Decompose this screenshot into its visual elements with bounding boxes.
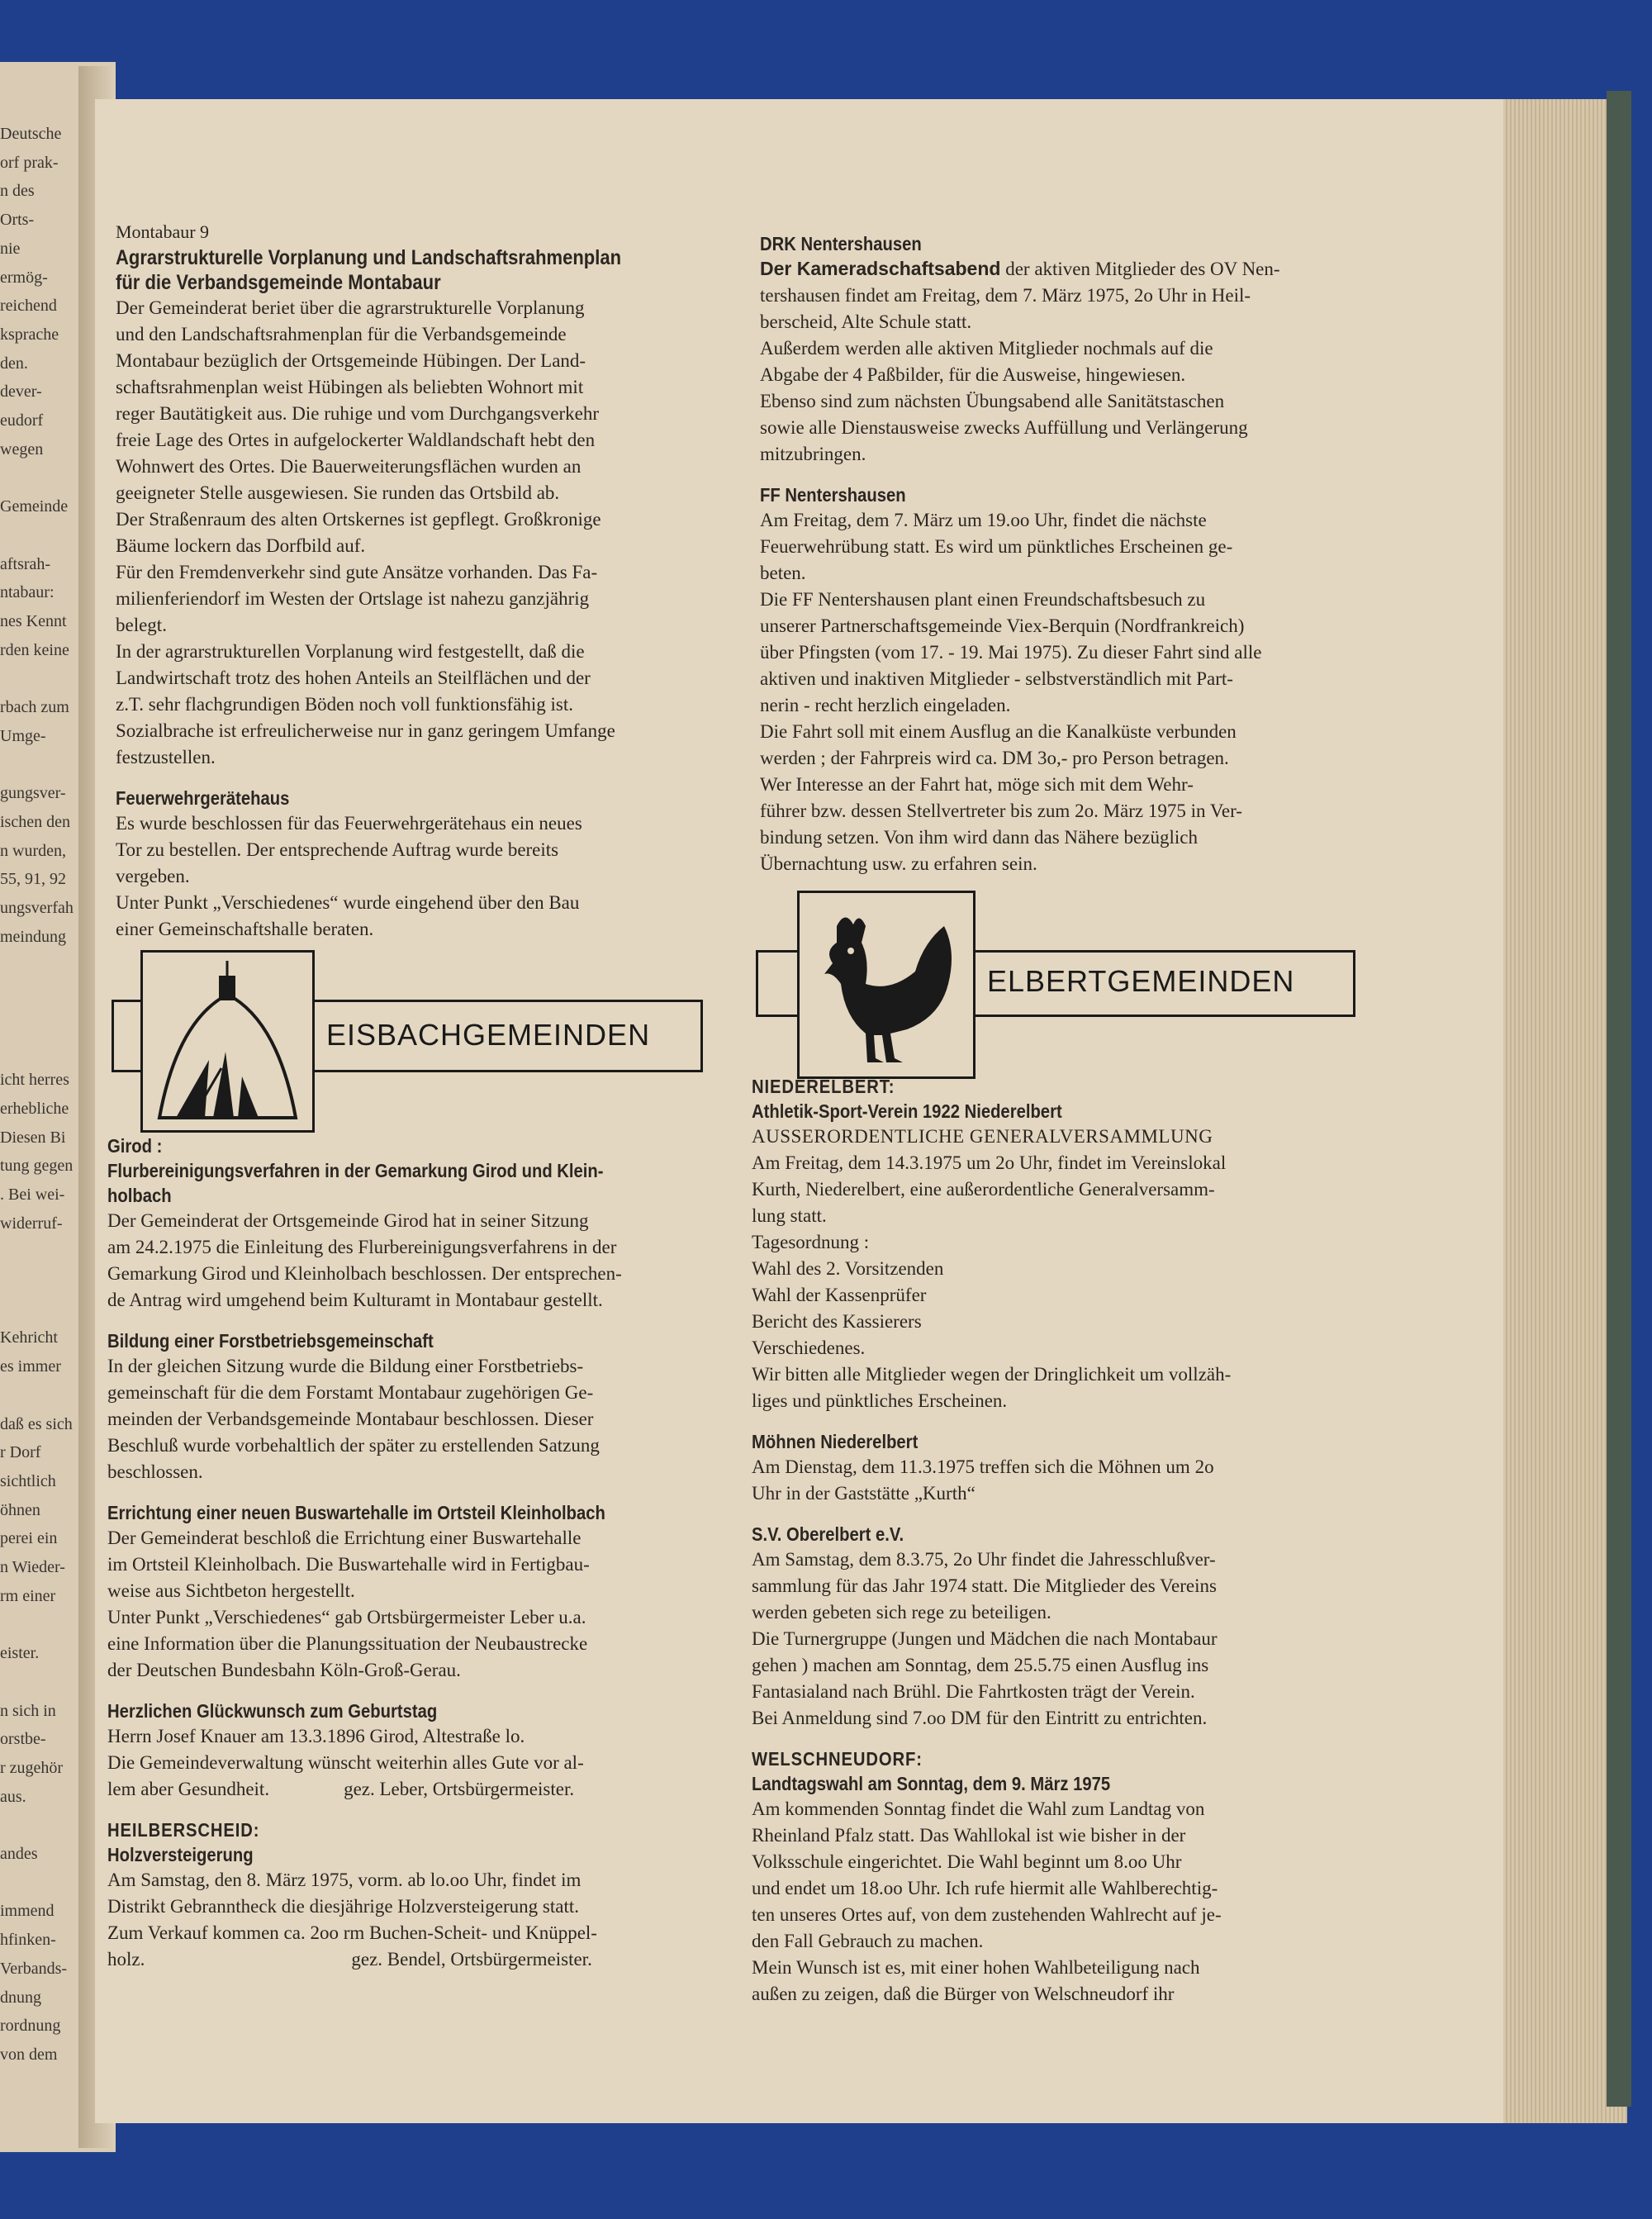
- text-line: sammlung für das Jahr 1974 statt. Die Mitglieder des Vereins: [752, 1575, 1217, 1596]
- text-line: Uhr in der Gaststätte „Kurth“: [752, 1483, 976, 1504]
- text-line: Der Gemeinderat der Ortsgemeinde Girod hat in seiner Sitzung: [107, 1210, 589, 1231]
- left-page-fragment: n sich in: [0, 1701, 56, 1720]
- text-line: de Antrag wird umgehend beim Kulturamt in Montabaur gestellt.: [107, 1290, 603, 1310]
- section-body-ff: [760, 507, 1388, 877]
- text-line: schaftsrahmenplan weist Hübingen als beliebten Wohnort mit: [116, 377, 584, 397]
- text-line: Mein Wunsch ist es, mit einer hohen Wahlbeteiligung nach: [752, 1957, 1200, 1978]
- text-line: einer Gemeinschaftshalle beraten.: [116, 919, 374, 939]
- text-line: werden ; der Fahrpreis wird ca. DM 3o,- pro Person betragen.: [760, 748, 1229, 768]
- text-line: In der agrarstrukturellen Vorplanung wird festgestellt, daß die: [116, 641, 585, 662]
- text-line: Wahl des 2. Vorsitzenden: [752, 1258, 944, 1279]
- left-page-fragment: hfinken-: [0, 1931, 56, 1950]
- left-page-fragment: orstbe-: [0, 1730, 46, 1749]
- left-page-fragment: wegen: [0, 440, 44, 459]
- text-line: Am Freitag, dem 14.3.1975 um 2o Uhr, findet im Vereinslokal: [752, 1152, 1227, 1173]
- title-line: holbach: [107, 1185, 172, 1206]
- text-line: Es wurde beschlossen für das Feuerwehrgerätehaus ein neues: [116, 813, 582, 834]
- place-welschneudorf: WELSCHNEUDORF:: [752, 1748, 923, 1770]
- text-line: am 24.2.1975 die Einleitung des Flurbereinigungsverfahrens in der: [107, 1237, 617, 1257]
- signature-line: [107, 1946, 752, 1973]
- text-line: Unter Punkt „Verschiedenes“ gab Ortsbürgermeister Leber u.a.: [107, 1607, 586, 1627]
- left-page-fragment: Diesen Bi: [0, 1128, 66, 1147]
- section-body-feuerwehr: [116, 810, 743, 943]
- text-line: reger Bautätigkeit aus. Die ruhige und vom Durchgangsverkehr: [116, 403, 600, 424]
- left-page-fragment: Deutsche: [0, 125, 62, 143]
- left-page-fragment: ungsverfah: [0, 898, 74, 917]
- section-body-forst: [107, 1353, 752, 1485]
- left-page-fragment: gungsver-: [0, 784, 66, 803]
- drk-first: der aktiven Mitglieder des OV Nen-: [1000, 259, 1280, 279]
- left-page-fragment: ksprache: [0, 325, 59, 344]
- text-line: führer bzw. dessen Stellvertreter bis zum 2o. März 1975 in Ver-: [760, 801, 1242, 821]
- left-page-fragment: reichend: [0, 297, 57, 316]
- left-page-fragment: Kehricht: [0, 1328, 58, 1347]
- text-line: Feuerwehrübung statt. Es wird um pünktliches Erscheinen ge-: [760, 536, 1233, 557]
- text-line: belegt.: [116, 615, 167, 635]
- section-title-holz: Holzversteigerung: [107, 1844, 254, 1865]
- left-page-fragment: rordnung: [0, 2017, 61, 2036]
- text-last: lem aber Gesundheit.: [107, 1779, 270, 1799]
- left-page-fragment: dnung: [0, 1988, 41, 2007]
- text-line: Sozialbrache ist erfreulicherweise nur in ganz geringem Umfange: [116, 720, 615, 741]
- text-line: Die FF Nentershausen plant einen Freundschaftsbesuch zu: [760, 589, 1206, 610]
- section-title-landtagswahl: Landtagswahl am Sonntag, dem 9. März 1975: [752, 1773, 1111, 1794]
- text-line: Der Straßenraum des alten Ortskernes ist gepflegt. Großkronige: [116, 509, 601, 530]
- left-page-fragment: öhnen: [0, 1500, 40, 1519]
- text-line: Die Fahrt soll mit einem Ausflug an die Kanalküste verbunden: [760, 721, 1237, 742]
- left-page-fragment: rden keine: [0, 640, 69, 659]
- text-line: Landwirtschaft trotz des hohen Anteils an Steilflächen und der: [116, 668, 591, 688]
- text-line: eine Information über die Planungssituation der Neubaustrecke: [107, 1633, 588, 1654]
- column-left-lower: [107, 1133, 752, 1973]
- text-line: mitzubringen.: [760, 444, 866, 464]
- left-page-fragment: widerruf-: [0, 1214, 63, 1233]
- left-page-fragment: eister.: [0, 1644, 40, 1663]
- place-niederelbert: NIEDERELBERT:: [752, 1076, 895, 1097]
- elbert-banner-text: ELBERTGEMEINDEN: [987, 964, 1295, 998]
- text-line: geeigneter Stelle ausgewiesen. Sie runden das Ortsbild ab.: [116, 482, 560, 503]
- place-girod: Girod :: [107, 1135, 163, 1157]
- text-line: Unter Punkt „Verschiedenes“ wurde eingehend über den Bau: [116, 892, 580, 913]
- text-line: nerin - recht herzlich eingeladen.: [760, 695, 1011, 715]
- section-body-agrar: [116, 295, 743, 771]
- section-title-forst: Bildung einer Forstbetriebsgemeinschaft: [107, 1330, 434, 1352]
- text-line: Verschiedenes.: [752, 1338, 866, 1358]
- rooster-icon: [800, 893, 973, 1076]
- text-line: Die Gemeindeverwaltung wünscht weiterhin alles Gute vor al-: [107, 1752, 584, 1773]
- text-line: Am Freitag, dem 7. März um 19.oo Uhr, findet die nächste: [760, 510, 1207, 530]
- text-line: Rheinland Pfalz statt. Das Wahllokal ist wie bisher in der: [752, 1825, 1186, 1846]
- text-line: Der Gemeinderat beriet über die agrarstrukturelle Vorplanung: [116, 297, 585, 318]
- text-line: den Fall Gebrauch zu machen.: [752, 1931, 984, 1951]
- section-title-moehnen: Möhnen Niederelbert: [752, 1431, 919, 1452]
- left-page-fragment: icht herres: [0, 1071, 69, 1090]
- section-body-landtagswahl: [752, 1796, 1396, 2008]
- text-line: Kurth, Niederelbert, eine außerordentliche Generalversamm-: [752, 1179, 1215, 1200]
- text-line: Der Gemeinderat beschloß die Errichtung einer Buswartehalle: [107, 1528, 582, 1548]
- section-title-ff: FF Nentershausen: [760, 484, 906, 506]
- text-line: In der gleichen Sitzung wurde die Bildung einer Forstbetriebs-: [107, 1356, 584, 1376]
- text-line: Abgabe der 4 Paßbilder, für die Ausweise, hingewiesen.: [760, 364, 1186, 385]
- eisbach-emblem: [140, 950, 315, 1133]
- section-title-asv: Athletik-Sport-Verein 1922 Niederelbert: [752, 1100, 1062, 1122]
- drk-first-line: [760, 256, 1388, 283]
- left-page-fragment: orf prak-: [0, 153, 59, 172]
- elbert-emblem: [797, 891, 976, 1079]
- section-body-sv-oberelbert: [752, 1547, 1396, 1732]
- section-body-buswartehalle: [107, 1525, 752, 1684]
- left-page-fragment: n Wieder-: [0, 1558, 65, 1576]
- text-line: liges und pünktliches Erscheinen.: [752, 1390, 1008, 1411]
- left-page-fragment: rm einer: [0, 1586, 56, 1605]
- left-page-fragment: ermög-: [0, 268, 48, 287]
- text-line: gemeinschaft für die dem Forstamt Montabaur zugehörigen Ge-: [107, 1382, 594, 1403]
- left-page-fragment: nie: [0, 239, 21, 258]
- left-page-fragment: eudorf: [0, 411, 44, 430]
- text-line: Bericht des Kassierers: [752, 1311, 922, 1332]
- left-page-fragment: immend: [0, 1902, 55, 1921]
- text-line: Distrikt Gebranntheck die diesjährige Holzversteigerung statt.: [107, 1896, 579, 1917]
- church-hill-icon: [143, 953, 312, 1130]
- left-page-fragment: . Bei wei-: [0, 1185, 65, 1204]
- left-page-fragment: den.: [0, 354, 28, 373]
- text-line: beten.: [760, 563, 806, 583]
- section-body-geburtstag: [107, 1723, 752, 1776]
- text-line: Montabaur bezüglich der Ortsgemeinde Hübingen. Der Land-: [116, 350, 586, 371]
- section-body-holz: [107, 1867, 752, 1946]
- text-line: meinden der Verbandsgemeinde Montabaur beschlossen. Dieser: [107, 1409, 594, 1429]
- left-page-fragment: Verbands-: [0, 1959, 68, 1978]
- text-line: Volksschule eingerichtet. Die Wahl beginnt um 8.oo Uhr: [752, 1851, 1182, 1872]
- text-line: außen zu zeigen, daß die Bürger von Welschneudorf ihr: [752, 1984, 1175, 2004]
- section-title-geburtstag: Herzlichen Glückwunsch zum Geburtstag: [107, 1700, 438, 1722]
- text-line: Wer Interesse an der Fahrt hat, möge sich mit dem Wehr-: [760, 774, 1194, 795]
- text-last: holz.: [107, 1949, 145, 1970]
- text-line: sowie alle Dienstausweise zwecks Auffüllung und Verlängerung: [760, 417, 1248, 438]
- section-title-drk: DRK Nentershausen: [760, 233, 922, 254]
- eisbach-banner-text: EISBACHGEMEINDEN: [326, 1018, 651, 1052]
- text-line: Zum Verkauf kommen ca. 2oo rm Buchen-Scheit- und Knüppel-: [107, 1922, 597, 1943]
- text-line: weise aus Sichtbeton hergestellt.: [107, 1580, 355, 1601]
- left-page-fragment: n des: [0, 182, 35, 201]
- left-page-fragment: perei ein: [0, 1529, 58, 1548]
- section-body-flurbereinigung: [107, 1208, 752, 1314]
- text-line: tershausen findet am Freitag, dem 7. März 1975, 2o Uhr in Heil-: [760, 285, 1251, 306]
- text-line: Wohnwert des Ortes. Die Bauerweiterungsflächen wurden an: [116, 456, 582, 477]
- title-line: Flurbereinigungsverfahren in der Gemarkung Girod und Klein-: [107, 1160, 604, 1181]
- left-page-fragment: aftsrah-: [0, 554, 51, 573]
- text-line: Am Dienstag, dem 11.3.1975 treffen sich die Möhnen um 2o: [752, 1456, 1214, 1477]
- left-page-fragment: andes: [0, 1845, 38, 1863]
- text-line: Am kommenden Sonntag findet die Wahl zum Landtag von: [752, 1798, 1205, 1819]
- title-line: für die Verbandsgemeinde Montabaur: [116, 271, 441, 294]
- text-line: beschlossen.: [107, 1461, 203, 1482]
- left-page-fragment: 55, 91, 92: [0, 870, 66, 889]
- text-line: im Ortsteil Kleinholbach. Die Buswartehalle wird in Fertigbau-: [107, 1554, 590, 1575]
- text-line: berscheid, Alte Schule statt.: [760, 311, 972, 332]
- left-page-fragment: meindung: [0, 927, 66, 946]
- signature-bendel: gez. Bendel, Ortsbürgermeister.: [351, 1949, 592, 1970]
- left-page-fragment: tung gegen: [0, 1157, 74, 1176]
- text-line: z.T. sehr flachgrundigen Böden noch voll funktionsfähig ist.: [116, 694, 574, 715]
- left-page-fragment: n wurden,: [0, 841, 66, 860]
- column-right: [760, 231, 1388, 877]
- text-line: Herrn Josef Knauer am 13.3.1896 Girod, Altestraße lo.: [107, 1726, 525, 1746]
- text-line: unserer Partnerschaftsgemeinde Viex-Berquin (Nordfrankreich): [760, 615, 1245, 636]
- left-page-fragment: es immer: [0, 1357, 61, 1376]
- text-line: aktiven und inaktiven Mitglieder - selbstverständlich mit Part-: [760, 668, 1233, 689]
- text-line: bindung setzen. Von ihm wird dann das Nähere bezüglich: [760, 827, 1198, 848]
- left-page-fragment: sichtlich: [0, 1471, 56, 1490]
- title-line: Agrarstrukturelle Vorplanung und Landschaftsrahmenplan: [116, 246, 622, 269]
- text-line: Bei Anmeldung sind 7.oo DM für den Eintritt zu entrichten.: [752, 1708, 1208, 1728]
- section-body-asv: [752, 1150, 1396, 1414]
- asv-caps-heading: AUSSERORDENTLICHE GENERALVERSAMMLUNG: [752, 1126, 1213, 1147]
- text-line: lung statt.: [752, 1205, 827, 1226]
- drk-lead: Der Kameradschaftsabend: [760, 258, 1001, 279]
- text-line: Wir bitten alle Mitglieder wegen der Dringlichkeit um vollzäh-: [752, 1364, 1232, 1385]
- column-right-lower: [752, 1074, 1396, 2008]
- text-line: Gemarkung Girod und Kleinholbach beschlossen. Der entsprechen-: [107, 1263, 622, 1284]
- left-page-fragment: nes Kennt: [0, 611, 67, 630]
- text-line: Die Turnergruppe (Jungen und Mädchen die nach Montabaur: [752, 1628, 1218, 1649]
- text-line: vergeben.: [116, 866, 190, 886]
- text-line: Außerdem werden alle aktiven Mitglieder nochmals auf die: [760, 338, 1213, 359]
- text-line: werden gebeten sich rege zu beteiligen.: [752, 1602, 1051, 1623]
- text-line: festzustellen.: [116, 747, 216, 767]
- section-body-moehnen: [752, 1454, 1396, 1507]
- section-title-sv-oberelbert: S.V. Oberelbert e.V.: [752, 1523, 904, 1545]
- section-body-drk: [760, 283, 1388, 468]
- text-line: ten unseres Ortes auf, von dem zustehenden Wahlrecht auf je-: [752, 1904, 1222, 1925]
- section-title-agrar: [116, 245, 743, 295]
- left-page-fragment: dever-: [0, 383, 42, 402]
- text-line: Beschluß wurde vorbehaltlich der später zu erstellenden Satzung: [107, 1435, 600, 1456]
- section-title-flurbereinigung: [107, 1158, 752, 1208]
- left-page-fragment: rbach zum: [0, 698, 69, 716]
- book-cover-edge: [1607, 91, 1631, 2107]
- text-line: milienferiendorf im Westen der Ortslage ist nahezu ganzjährig: [116, 588, 590, 609]
- text-line: und endet um 18.oo Uhr. Ich rufe hiermit alle Wahlberechtig-: [752, 1878, 1218, 1898]
- text-line: Bäume lockern das Dorfbild auf.: [116, 535, 366, 556]
- text-line: über Pfingsten (vom 17. - 19. Mai 1975). Zu dieser Fahrt sind alle: [760, 642, 1262, 663]
- left-page-fragment: r Dorf: [0, 1443, 41, 1462]
- section-title-buswartehalle: Errichtung einer neuen Buswartehalle im Ortsteil Kleinholbach: [107, 1502, 605, 1523]
- left-page-fragment: r zugehör: [0, 1758, 64, 1777]
- left-page-fragment: aus.: [0, 1787, 26, 1806]
- page-reference: Montabaur 9: [116, 221, 210, 242]
- left-page-fragment: ntabaur:: [0, 583, 55, 602]
- text-line: Für den Fremdenverkehr sind gute Ansätze vorhanden. Das Fa-: [116, 562, 598, 582]
- text-line: freie Lage des Ortes in aufgelockerter Waldlandschaft hebt den: [116, 430, 596, 450]
- signature-line: [107, 1776, 752, 1803]
- text-line: Tagesordnung :: [752, 1232, 870, 1252]
- text-line: der Deutschen Bundesbahn Köln-Groß-Gerau.: [107, 1660, 461, 1680]
- text-line: und den Landschaftsrahmenplan für die Verbandsgemeinde: [116, 324, 567, 344]
- left-page-fragment: von dem: [0, 2045, 58, 2064]
- text-line: Wahl der Kassenprüfer: [752, 1285, 927, 1305]
- left-page-fragment: Umge-: [0, 726, 46, 745]
- text-line: Am Samstag, dem 8.3.75, 2o Uhr findet die Jahresschlußver-: [752, 1549, 1216, 1570]
- left-page-fragment: daß es sich: [0, 1414, 73, 1433]
- text-line: Am Samstag, den 8. März 1975, vorm. ab lo.oo Uhr, findet im: [107, 1870, 582, 1890]
- text-line: Fantasialand nach Brühl. Die Fahrtkosten trägt der Verein.: [752, 1681, 1195, 1702]
- text-line: Ebenso sind zum nächsten Übungsabend alle Sanitätstaschen: [760, 391, 1225, 411]
- left-page-fragment: Orts-: [0, 211, 35, 230]
- left-page-fragment: erhebliche: [0, 1099, 69, 1118]
- left-page-fragment: Gemeinde: [0, 497, 69, 516]
- section-title-feuerwehr: Feuerwehrgerätehaus: [116, 787, 290, 809]
- text-line: gehen ) machen am Sonntag, dem 25.5.75 einen Ausflug ins: [752, 1655, 1209, 1675]
- text-line: Tor zu bestellen. Der entsprechende Auftrag wurde bereits: [116, 839, 559, 860]
- column-left: [116, 219, 743, 943]
- text-line: Übernachtung usw. zu erfahren sein.: [760, 853, 1037, 874]
- left-page-fragment: ischen den: [0, 812, 70, 831]
- signature-leber: gez. Leber, Ortsbürgermeister.: [344, 1779, 575, 1799]
- place-heilberscheid: HEILBERSCHEID:: [107, 1819, 260, 1841]
